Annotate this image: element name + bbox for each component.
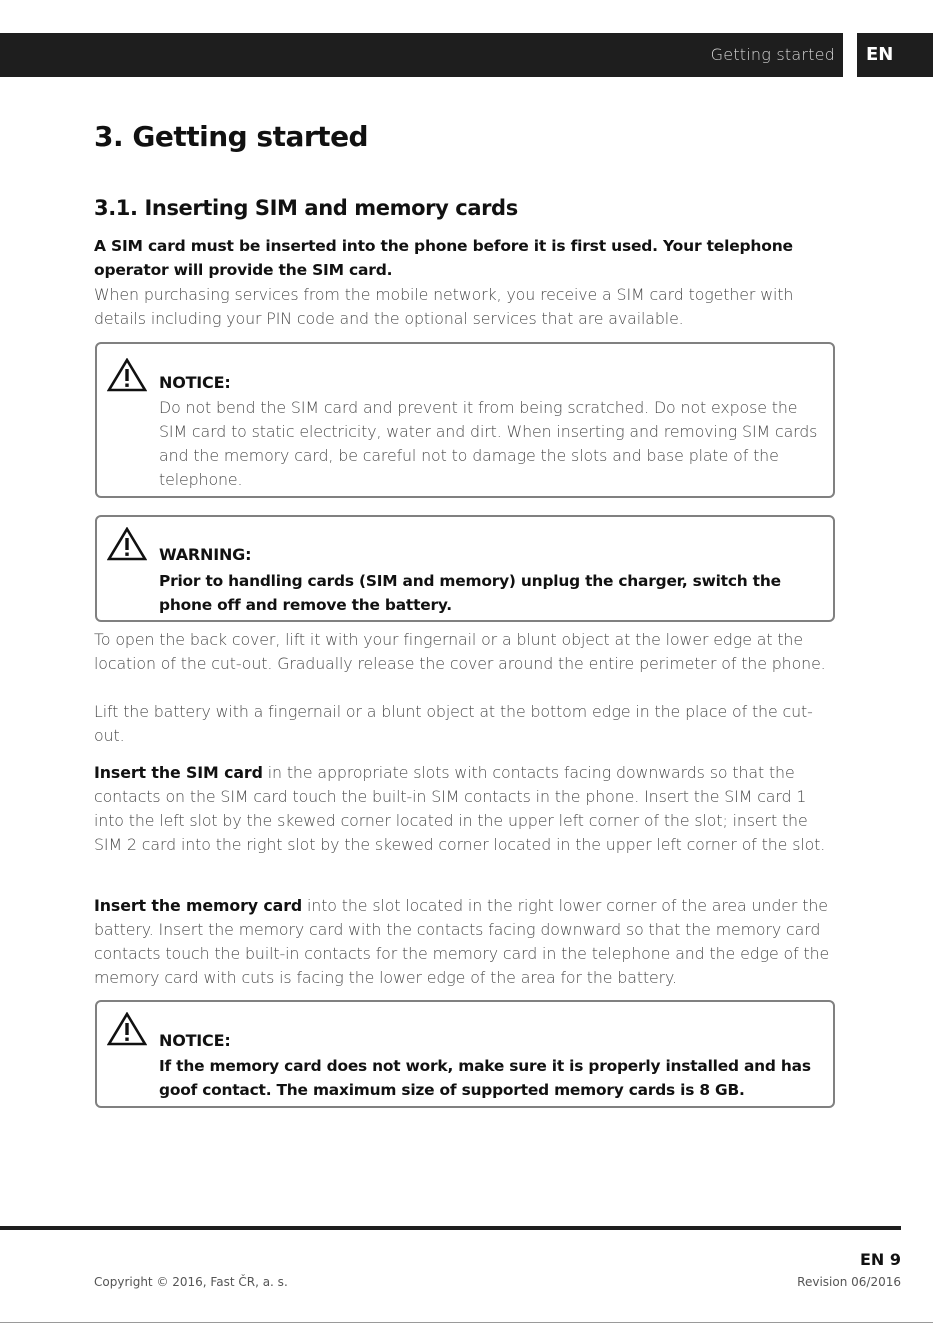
intro-bold-paragraph: A SIM card must be inserted into the phone before it is first used. Your telephone operator will provide the SIM card.	[94, 237, 793, 279]
warning-triangle-icon	[107, 358, 147, 392]
section-title: 3.1. Inserting SIM and memory cards	[94, 196, 518, 220]
open-cover-paragraph: To open the back cover, lift it with your fingernail or a blunt object at the lower edge at the location of the cut-out. Gradually release the cover around the entire perimeter of the phone.	[94, 630, 826, 673]
insert-memory-text: into the slot located in the right lower corner of the area under the battery. Insert the memory card with the contacts facing downward so that the memory card contacts touch the built-in contacts for the memory card in the telephone and the edge of the memory card with cuts is facing the lower edge of the area for the battery.	[94, 896, 830, 987]
intro-paragraph: When purchasing services from the mobile network, you receive a SIM card together with details including your PIN code and the optional services that are available.	[94, 285, 794, 328]
notice-box-memory-card	[95, 1000, 835, 1108]
insert-sim-paragraph	[94, 761, 839, 857]
notice-text: Do not bend the SIM card and prevent it from being scratched. Do not expose the SIM card to static electricity, water and dirt. When inserting and removing SIM cards and the memory card, be careful not to damage the slots and base plate of the telephone.	[159, 398, 818, 489]
header-section-title: Getting started	[710, 45, 835, 64]
notice-title: NOTICE:	[159, 373, 231, 392]
warning-text: Prior to handling cards (SIM and memory) unplug the charger, switch the phone off and remove the battery.	[159, 572, 781, 614]
header-bar	[0, 33, 843, 77]
insert-sim-text: in the appropriate slots with contacts facing downwards so that the contacts on the SIM card touch the built-in SIM contacts in the phone. Insert the SIM card 1 into the left slot by the skewed corner located in the upper left corner of the slot; insert the SIM 2 card into the right slot by the skewed corner located in the upper left corner of the slot.	[94, 763, 826, 854]
lift-battery-paragraph: Lift the battery with a fingernail or a blunt object at the bottom edge in the place of the cut-out.	[94, 702, 813, 745]
warning-triangle-icon	[107, 527, 147, 561]
header-language-tab: EN	[857, 33, 933, 77]
copyright-notice: Copyright © 2016, Fast ČR, a. s.	[94, 1275, 288, 1289]
warning-title: WARNING:	[159, 545, 252, 564]
page-bottom-divider	[0, 1322, 933, 1323]
chapter-title: 3. Getting started	[94, 120, 369, 153]
notice-box-sim-care	[95, 342, 835, 498]
warning-triangle-icon	[107, 1012, 147, 1046]
warning-box-handling	[95, 515, 835, 622]
revision-label: Revision 06/2016	[797, 1275, 901, 1289]
footer-divider	[0, 1226, 901, 1230]
insert-memory-lead: Insert the memory card	[94, 896, 303, 915]
notice-text: If the memory card does not work, make sure it is properly installed and has goof contact. The maximum size of supported memory cards is 8 GB.	[159, 1057, 811, 1099]
insert-sim-lead: Insert the SIM card	[94, 763, 263, 782]
insert-memory-paragraph	[94, 894, 839, 990]
notice-title: NOTICE:	[159, 1031, 231, 1050]
page-number: EN 9	[859, 1250, 901, 1269]
